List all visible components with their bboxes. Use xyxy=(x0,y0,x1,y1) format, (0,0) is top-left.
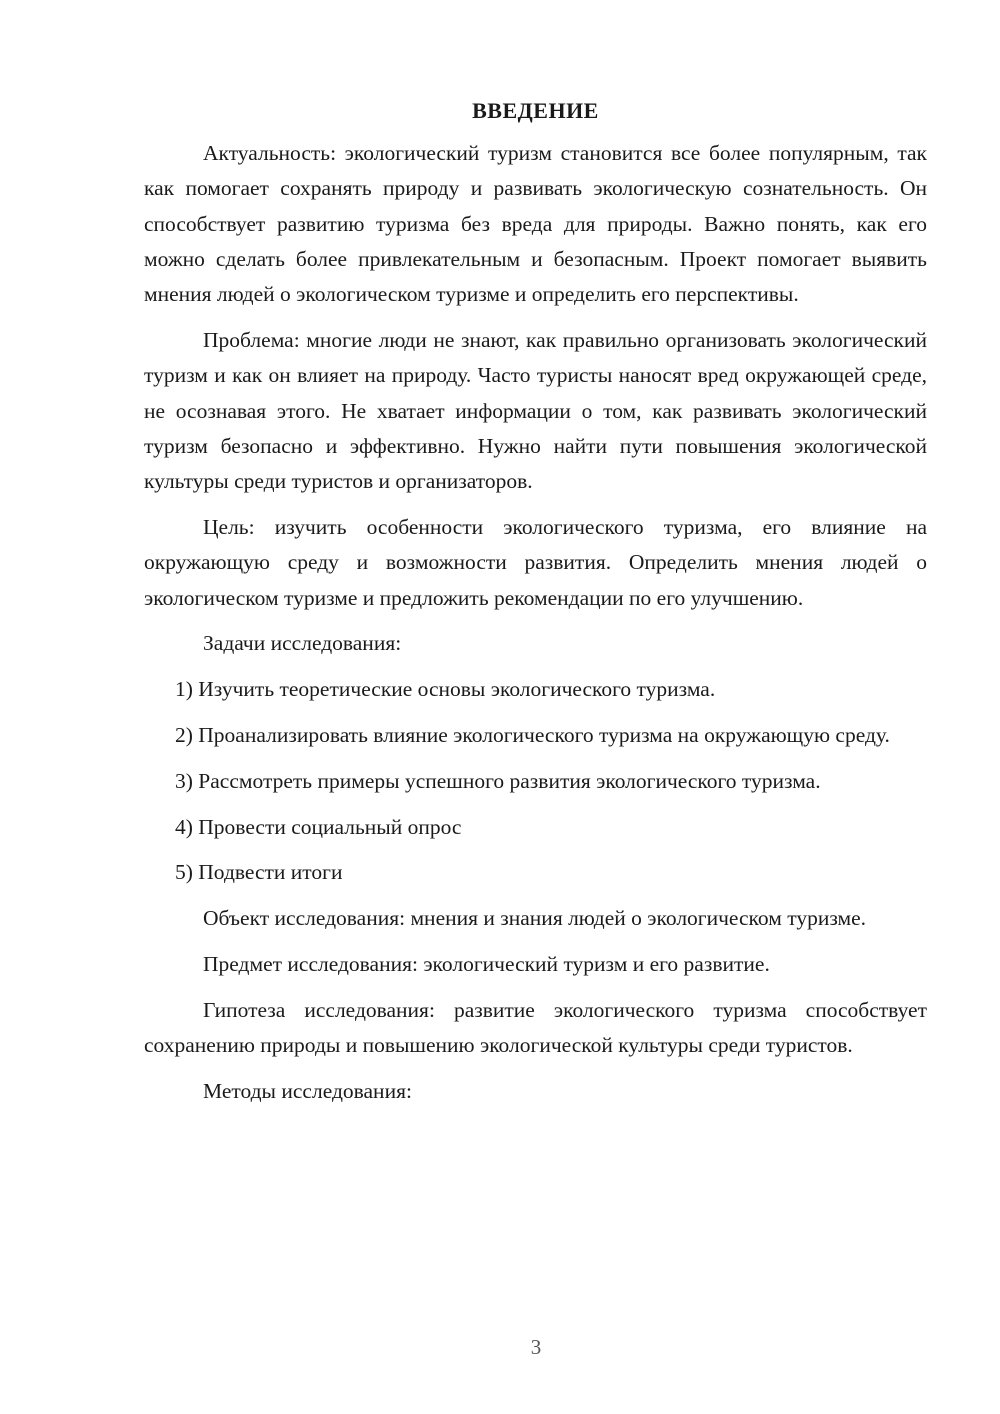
list-item: 3) Рассмотреть примеры успешного развития экологического туризма. xyxy=(175,768,821,793)
problem-paragraph: Проблема: многие люди не знают, как правильно организовать экологический туризм и как он влияет на природу. Часто туристы наносят вред окружающей среде, не осознавая этого. Не хватает информации о том, как развивать экологический туризм безопасно и эффективно. Нужно найти пути повышения экологической культуры среди туристов и организаторов. xyxy=(144,327,927,494)
list-item: 2) Проанализировать влияние экологического туризма на окружающую среду. xyxy=(175,722,890,747)
list-item: 1) Изучить теоретические основы экологического туризма. xyxy=(175,677,716,702)
object-paragraph: Объект исследования: мнения и знания людей о экологическом туризме. xyxy=(203,906,867,931)
tasks-heading: Задачи исследования: xyxy=(203,631,402,656)
list-item: 5) Подвести итоги xyxy=(175,860,343,885)
page-title: ВВЕДЕНИЕ xyxy=(472,98,599,123)
methods-heading: Методы исследования: xyxy=(203,1078,412,1103)
page-content xyxy=(144,96,927,1120)
tasks-list xyxy=(144,672,927,890)
relevance-paragraph: Актуальность: экологический туризм становится все более популярным, так как помогает сохранять природу и развивать экологическую сознательность. Он способствует развитию туризма без вреда для природы. Важно понять, как его можно сделать более привлекательным и безопасным. Проект помогает выявить мнения людей о экологическом туризме и определить его перспективы. xyxy=(144,141,927,307)
goal-paragraph: Цель: изучить особенности экологического туризма, его влияние на окружающую среду и возможности развития. Определить мнения людей о экологическом туризме и предложить рекомендации по его улучшению. xyxy=(144,514,927,610)
page-number: 3 xyxy=(530,1335,542,1359)
list-item: 4) Провести социальный опрос xyxy=(175,814,462,839)
subject-paragraph: Предмет исследования: экологический туризм и его развитие. xyxy=(203,951,770,976)
hypothesis-paragraph: Гипотеза исследования: развитие экологического туризма способствует сохранению природы и повышению экологической культуры среди туристов. xyxy=(144,997,927,1058)
